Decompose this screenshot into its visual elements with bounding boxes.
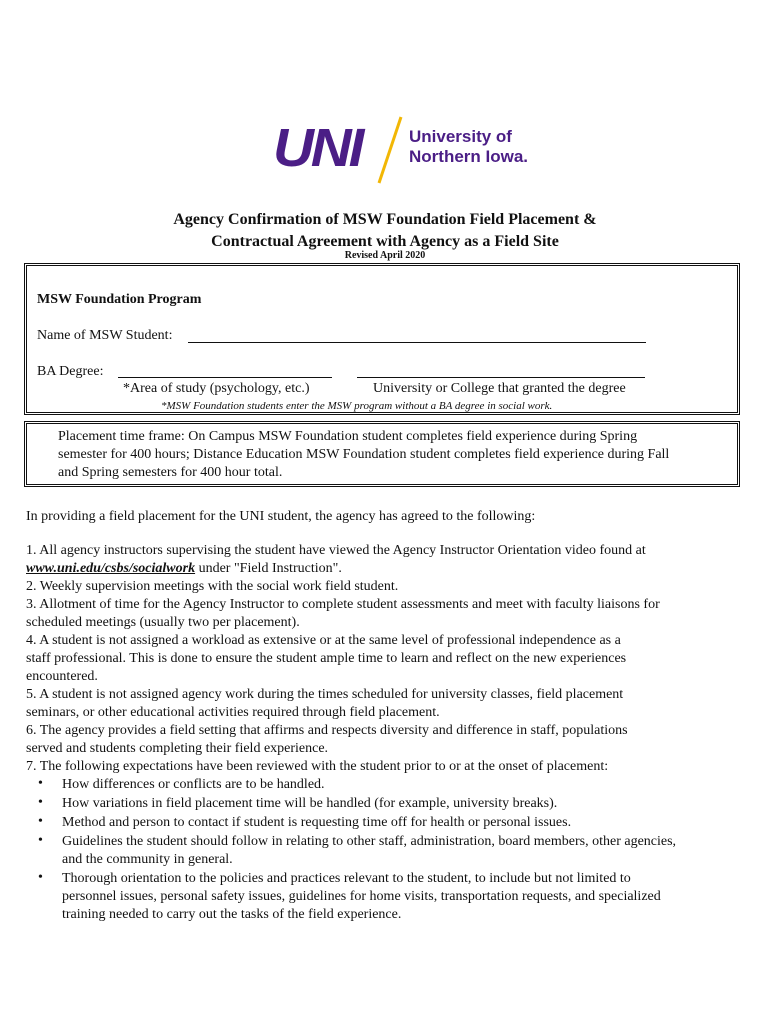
timeframe-line-1: Placement time frame: On Campus MSW Foundation student completes field experience during Spring bbox=[58, 429, 638, 444]
item-6-line-1: 6. The agency provides a field setting that affirms and respects diversity and difference in staff, populations bbox=[26, 723, 628, 738]
bullet-icon: • bbox=[38, 814, 43, 829]
program-note: *MSW Foundation students enter the MSW program without a BA degree in social work. bbox=[161, 400, 553, 412]
bullet-icon: • bbox=[38, 776, 43, 791]
logo-line-2: Northern Iowa. bbox=[409, 147, 529, 166]
bullet-2-line-1: How variations in field placement time will be handled (for example, university breaks). bbox=[62, 796, 558, 811]
area-of-study-field[interactable] bbox=[118, 377, 332, 378]
logo-wordmark: UNI bbox=[273, 118, 362, 178]
item-1-line-1: 1. All agency instructors supervising the student have viewed the Agency Instructor Orientation video found at bbox=[26, 543, 646, 558]
socialwork-link[interactable]: www.uni.edu/csbs/socialwork bbox=[26, 561, 196, 576]
college-caption: University or College that granted the degree bbox=[373, 381, 626, 396]
bullet-5-line-2: personnel issues, personal safety issues, guidelines for home visits, transportation requests, and specialized bbox=[62, 889, 661, 904]
item-6-line-2: served and students completing their field experience. bbox=[26, 741, 329, 756]
item-3-line-1: 3. Allotment of time for the Agency Instructor to complete student assessments and meet with faculty liaisons for bbox=[26, 597, 660, 612]
area-of-study-caption: *Area of study (psychology, etc.) bbox=[123, 381, 310, 396]
item-4-line-1: 4. A student is not assigned a workload as extensive or at the same level of professional independence as a bbox=[26, 633, 621, 648]
timeframe-line-2: semester for 400 hours; Distance Education MSW Foundation student completes field experience during Fall bbox=[58, 447, 670, 462]
program-heading: MSW Foundation Program bbox=[37, 292, 202, 307]
intro-paragraph: In providing a field placement for the UNI student, the agency has agreed to the following: bbox=[26, 509, 536, 524]
revised-date: Revised April 2020 bbox=[344, 250, 426, 261]
logo-slash-icon bbox=[375, 115, 405, 185]
bullet-icon: • bbox=[38, 870, 43, 885]
college-field[interactable] bbox=[357, 377, 645, 378]
uni-logo bbox=[273, 115, 543, 187]
item-5-line-1: 5. A student is not assigned agency work during the times scheduled for university classes, field placement bbox=[26, 687, 624, 702]
item-4-line-3: encountered. bbox=[26, 669, 98, 684]
logo-line-1: University of bbox=[409, 127, 512, 146]
document-title-line-2: Contractual Agreement with Agency as a Field Site bbox=[211, 233, 559, 250]
logo-university-name bbox=[409, 127, 528, 167]
item-2: 2. Weekly supervision meetings with the social work field student. bbox=[26, 579, 399, 594]
item-7: 7. The following expectations have been reviewed with the student prior to or at the onset of placement: bbox=[26, 759, 609, 774]
item-3-line-2: scheduled meetings (usually two per placement). bbox=[26, 615, 300, 630]
bullet-4-line-1: Guidelines the student should follow in relating to other staff, administration, board members, other agencies, bbox=[62, 834, 677, 849]
bullet-5-line-3: training needed to carry out the tasks of the field experience. bbox=[62, 907, 402, 922]
bullet-1-line-1: How differences or conflicts are to be handled. bbox=[62, 777, 325, 792]
ba-degree-label: BA Degree: bbox=[37, 364, 104, 379]
bullet-icon: • bbox=[38, 833, 43, 848]
document-title-line-1: Agency Confirmation of MSW Foundation Field Placement & bbox=[173, 211, 597, 228]
item-1-rest: under "Field Instruction". bbox=[195, 561, 342, 576]
student-name-label: Name of MSW Student: bbox=[37, 328, 173, 343]
item-5-line-2: seminars, or other educational activities required through field placement. bbox=[26, 705, 440, 720]
timeframe-line-3: and Spring semesters for 400 hour total. bbox=[58, 465, 283, 480]
bullet-3-line-1: Method and person to contact if student is requesting time off for health or personal issues. bbox=[62, 815, 572, 830]
bullet-5-line-1: Thorough orientation to the policies and practices relevant to the student, to include but not limited to bbox=[62, 871, 631, 886]
student-name-field[interactable] bbox=[188, 342, 646, 343]
item-1-line-2 bbox=[26, 560, 342, 578]
item-4-line-2: staff professional. This is done to ensure the student ample time to learn and reflect on the new experiences bbox=[26, 651, 627, 666]
bullet-icon: • bbox=[38, 795, 43, 810]
bullet-4-line-2: and the community in general. bbox=[62, 852, 233, 867]
